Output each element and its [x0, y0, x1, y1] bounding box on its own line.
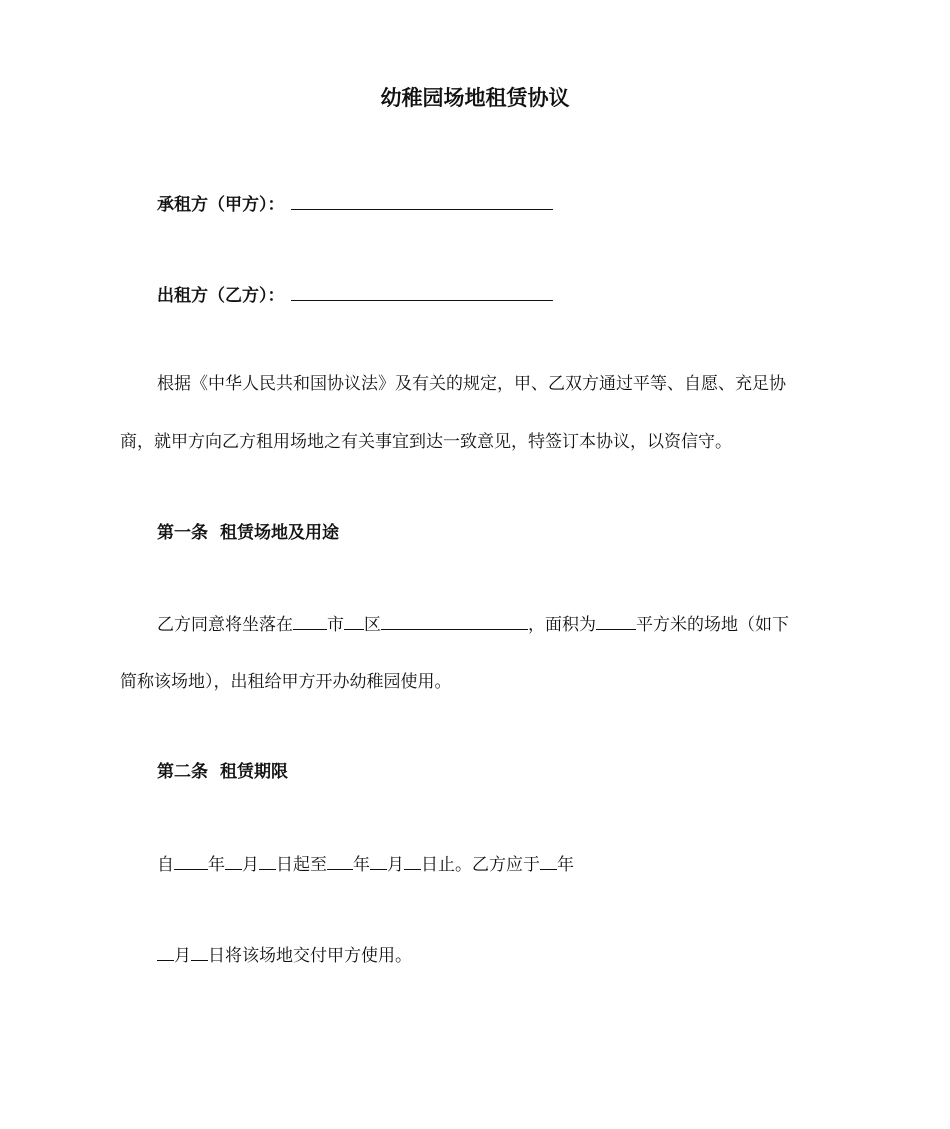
article2-text-c: 月	[242, 855, 259, 875]
lessee-label: 承租方（甲方）：	[157, 195, 285, 215]
lessor-label: 出租方（乙方）：	[157, 286, 285, 306]
start-year-blank	[174, 851, 208, 870]
article2-text-f: 月	[387, 855, 404, 875]
handover-month-blank	[157, 942, 174, 961]
article1-text-c: 区	[364, 615, 381, 635]
article2-text-a: 自	[157, 855, 174, 875]
start-month-blank	[225, 851, 242, 870]
city-blank	[293, 611, 327, 630]
handover-day-blank	[191, 942, 208, 961]
article2-line-2	[157, 942, 412, 968]
document-title: 幼稚园场地租赁协议	[380, 86, 570, 110]
preamble-line-2: 商，就甲方向乙方租用场地之有关事宜到达一致意见，特签订本协议，以资信守。	[120, 432, 732, 452]
article2-text-i: 月	[174, 946, 191, 966]
article2-line-1	[157, 851, 574, 877]
article1-heading	[157, 521, 339, 545]
article1-heading-title: 租赁场地及用途	[220, 523, 339, 543]
article2-text-b: 年	[208, 855, 225, 875]
preamble-line-1: 根据《中华人民共和国协议法》及有关的规定，甲、乙双方通过平等、自愿、充足协	[157, 374, 786, 394]
article1-heading-num: 第一条	[157, 523, 208, 543]
lessee-blank	[291, 191, 553, 210]
article1-line-2: 简称该场地），出租给甲方开办幼稚园使用。	[120, 672, 452, 692]
lessor-line	[157, 282, 553, 308]
district-blank	[344, 611, 364, 630]
end-day-blank	[404, 851, 421, 870]
article1-text-d: ，面积为	[528, 615, 596, 635]
lessor-blank	[291, 282, 553, 301]
article2-text-h: 年	[557, 855, 574, 875]
area-blank	[596, 611, 636, 630]
handover-year-blank	[540, 851, 557, 870]
article2-heading-num: 第二条	[157, 762, 208, 782]
start-day-blank	[259, 851, 276, 870]
article2-text-d: 日起至	[276, 855, 327, 875]
article2-text-j: 日将该场地交付甲方使用。	[208, 946, 412, 966]
article1-text-b: 市	[327, 615, 344, 635]
article1-text-a: 乙方同意将坐落在	[157, 615, 293, 635]
address-blank	[381, 611, 528, 630]
article1-text-e: 平方米的场地（如下	[636, 615, 789, 635]
article2-heading	[157, 760, 288, 784]
end-year-blank	[327, 851, 353, 870]
article2-text-g: 日止。乙方应于	[421, 855, 540, 875]
lessee-line	[157, 191, 553, 217]
article2-heading-title: 租赁期限	[220, 762, 288, 782]
end-month-blank	[370, 851, 387, 870]
article1-line-1	[157, 611, 789, 637]
article2-text-e: 年	[353, 855, 370, 875]
